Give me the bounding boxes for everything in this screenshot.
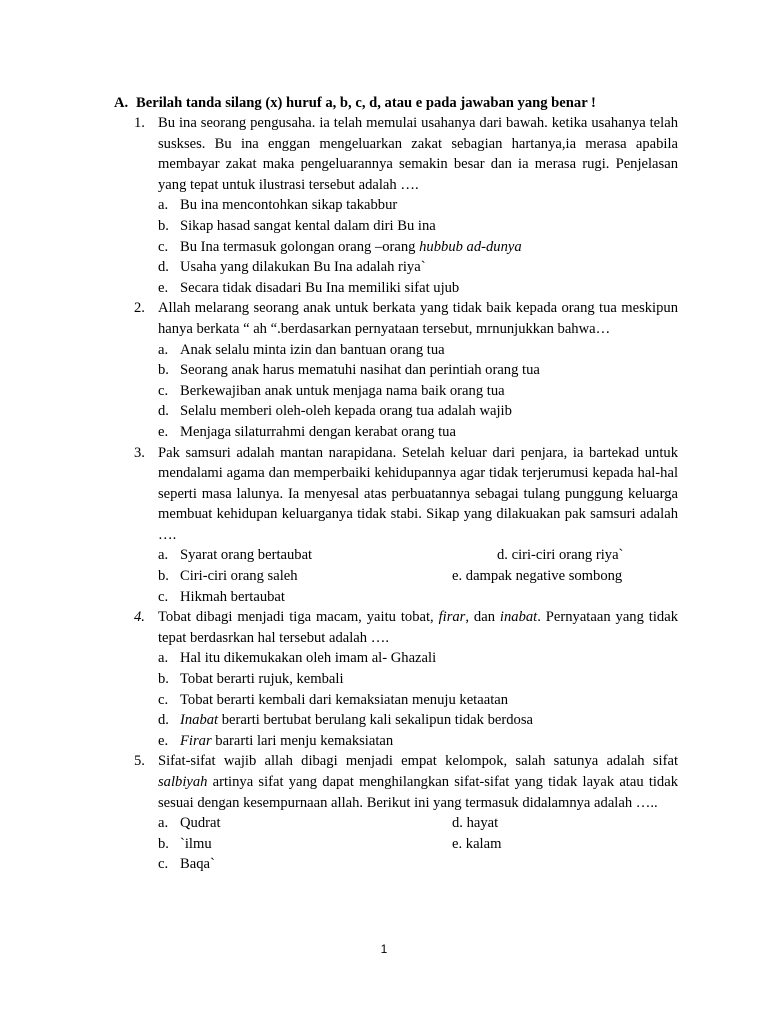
option-text: `ilmu <box>180 835 212 852</box>
option-text <box>180 237 522 258</box>
option-letter: b. <box>158 671 169 688</box>
option-text: Qudrat <box>180 815 221 832</box>
stem-italic: salbiyah <box>158 774 208 790</box>
question-number: 2. <box>134 300 145 317</box>
option-text: Tobat berarti kembali dari kemaksiatan menuju ketaatan <box>180 691 509 708</box>
option-d <box>158 401 678 422</box>
question-stem <box>158 113 678 195</box>
option-text: Hal itu dikemukakan oleh imam al- Ghazali <box>180 650 437 667</box>
option-letter: a. <box>158 815 169 832</box>
option-text-italic: Inabat <box>180 712 219 729</box>
option-letter: a. <box>158 341 169 358</box>
question-1 <box>134 113 678 298</box>
option-d: d. ciri-ciri orang riya` <box>497 547 624 564</box>
section-letter: A. <box>114 95 129 111</box>
option-e <box>158 278 678 299</box>
options <box>158 648 678 751</box>
option-d <box>158 257 678 278</box>
option-letter: c. <box>158 856 169 873</box>
question-4 <box>134 607 678 751</box>
option-text: Syarat orang bertaubat <box>180 547 313 564</box>
option-letter: e. <box>158 279 169 296</box>
question-stem <box>158 298 678 339</box>
stem-text: Pak samsuri adalah mantan narapidana. Setelah keluar dari penjara, ia bartekad untuk mendalami agama dan memperbaiki kehidupannya agar tidak terjerumusi kepada hal-hal seperti masa lalunya. Ia menyesal atas perbuatannya sebagai tulang punggung keluarga membuat kehidupan keluarganya tidak stabi. Sikap yang dilakuakan pak samsuri adalah …. <box>158 444 678 543</box>
option-letter: d. <box>158 403 169 420</box>
question-stem <box>158 751 678 813</box>
stem-text: Bu ina seorang pengusaha. ia telah memulai usahanya dari bawah. ketika usahanya telah suskses. Bu ina enggan mengeluarkan zakat sebagian hartanya,ia merasa apabila membayar zakat maka pengeluarannya semakin besar dan ia merasa rugi. Penjelasan yang tepat untuk ilustrasi tersebut adalah …. <box>158 115 678 193</box>
option-text: Bu ina mencontohkan sikap takabbur <box>180 197 398 214</box>
option-a <box>158 813 678 834</box>
stem-text: artinya sifat yang dapat menghilangkan sifat-sifat yang tidak layak atau tidak sesuai dengan kesempurnaan allah. Berikut ini yang termasuk didalamnya adalah ….. <box>158 774 678 811</box>
option-letter: a. <box>158 547 169 564</box>
option-text-plain: Bu Ina termasuk golongan orang –orang <box>180 238 420 255</box>
option-letter: b. <box>158 568 169 585</box>
option-d: d. hayat <box>452 815 499 832</box>
option-a <box>158 340 678 361</box>
stem-text: Allah melarang seorang anak untuk berkata yang tidak baik kepada orang tua meskipun hanya berkata “ ah “.berdasarkan pernyataan tersebut, mrnunjukkan bahwa… <box>158 300 678 337</box>
option-b <box>158 360 678 381</box>
option-text: Ciri-ciri orang saleh <box>180 568 298 585</box>
question-number: 4. <box>134 609 145 626</box>
option-text-italic: Firar <box>180 732 212 749</box>
options <box>158 545 678 607</box>
option-text: Anak selalu minta izin dan bantuan orang tua <box>180 341 445 358</box>
option-letter: c. <box>158 691 169 708</box>
stem-text: , dan <box>465 609 500 626</box>
option-text: Sikap hasad sangat kental dalam diri Bu ina <box>180 217 436 234</box>
option-d <box>158 710 678 731</box>
question-number: 1. <box>134 115 145 131</box>
question-3 <box>134 443 678 608</box>
option-c <box>158 237 678 258</box>
question-5 <box>134 751 678 875</box>
question-2 <box>134 298 678 442</box>
option-letter: e. <box>158 732 169 749</box>
option-text-plain: bararti lari menju kemaksiatan <box>211 732 394 749</box>
option-text: Berkewajiban anak untuk menjaga nama baik orang tua <box>180 382 505 399</box>
option-text: Seorang anak harus mematuhi nasihat dan perintiah orang tua <box>180 362 540 379</box>
option-c <box>158 854 678 875</box>
option-letter: d. <box>158 259 169 276</box>
option-text: Hikmah bertaubat <box>180 588 285 605</box>
option-letter: b. <box>158 835 169 852</box>
option-text-italic: hubbub ad-dunya <box>419 238 522 255</box>
option-b <box>158 216 678 237</box>
option-letter: a. <box>158 197 169 214</box>
option-letter: c. <box>158 382 169 399</box>
options <box>158 813 678 875</box>
option-text: Menjaga silaturrahmi dengan kerabat orang tua <box>180 423 456 440</box>
option-text <box>180 731 393 752</box>
option-letter: a. <box>158 650 169 667</box>
option-text-plain: berarti bertubat berulang kali sekalipun tidak berdosa <box>218 712 533 729</box>
option-letter: b. <box>158 217 169 234</box>
option-b <box>158 566 678 587</box>
option-a <box>158 545 678 566</box>
option-a <box>158 648 678 669</box>
stem-italic: inabat <box>499 609 538 626</box>
question-number: 5. <box>134 753 145 770</box>
question-list <box>134 113 678 875</box>
page-number: 1 <box>380 942 388 956</box>
section-instruction: Berilah tanda silang (x) huruf a, b, c, d, atau e pada jawaban yang benar ! <box>136 95 596 111</box>
stem-text: Sifat-sifat wajib allah dibagi menjadi empat kelompok, salah satunya adalah sifat <box>158 753 678 770</box>
question-stem <box>158 443 678 546</box>
options <box>158 195 678 298</box>
option-e: e. dampak negative sombong <box>452 568 623 585</box>
option-letter: e. <box>158 423 169 440</box>
option-letter: b. <box>158 362 169 379</box>
option-letter: c. <box>158 238 169 255</box>
stem-text: . Pernyataan yang tidak tepat berdasrkan hal tersebut adalah …. <box>158 609 678 646</box>
stem-text: Tobat dibagi menjadi tiga macam, yaitu tobat, <box>158 609 439 626</box>
option-e <box>158 731 678 752</box>
option-b <box>158 834 678 855</box>
option-e <box>158 422 678 443</box>
question-stem <box>158 607 678 648</box>
section-heading <box>114 93 694 114</box>
option-text: Tobat berarti rujuk, kembali <box>180 671 344 688</box>
option-text: Selalu memberi oleh-oleh kepada orang tua adalah wajib <box>180 403 512 420</box>
option-letter: c. <box>158 588 169 605</box>
option-text: Baqa` <box>180 856 215 873</box>
option-c <box>158 381 678 402</box>
question-number: 3. <box>134 444 145 461</box>
stem-italic: firar <box>438 609 466 626</box>
option-a <box>158 195 678 216</box>
option-text: Secara tidak disadari Bu Ina memiliki sifat ujub <box>180 279 460 296</box>
option-text <box>180 710 533 731</box>
option-b <box>158 669 678 690</box>
option-e: e. kalam <box>452 835 502 852</box>
option-letter: d. <box>158 712 169 729</box>
option-c <box>158 587 678 608</box>
option-c <box>158 690 678 711</box>
options <box>158 340 678 443</box>
option-text: Usaha yang dilakukan Bu Ina adalah riya` <box>180 259 426 276</box>
